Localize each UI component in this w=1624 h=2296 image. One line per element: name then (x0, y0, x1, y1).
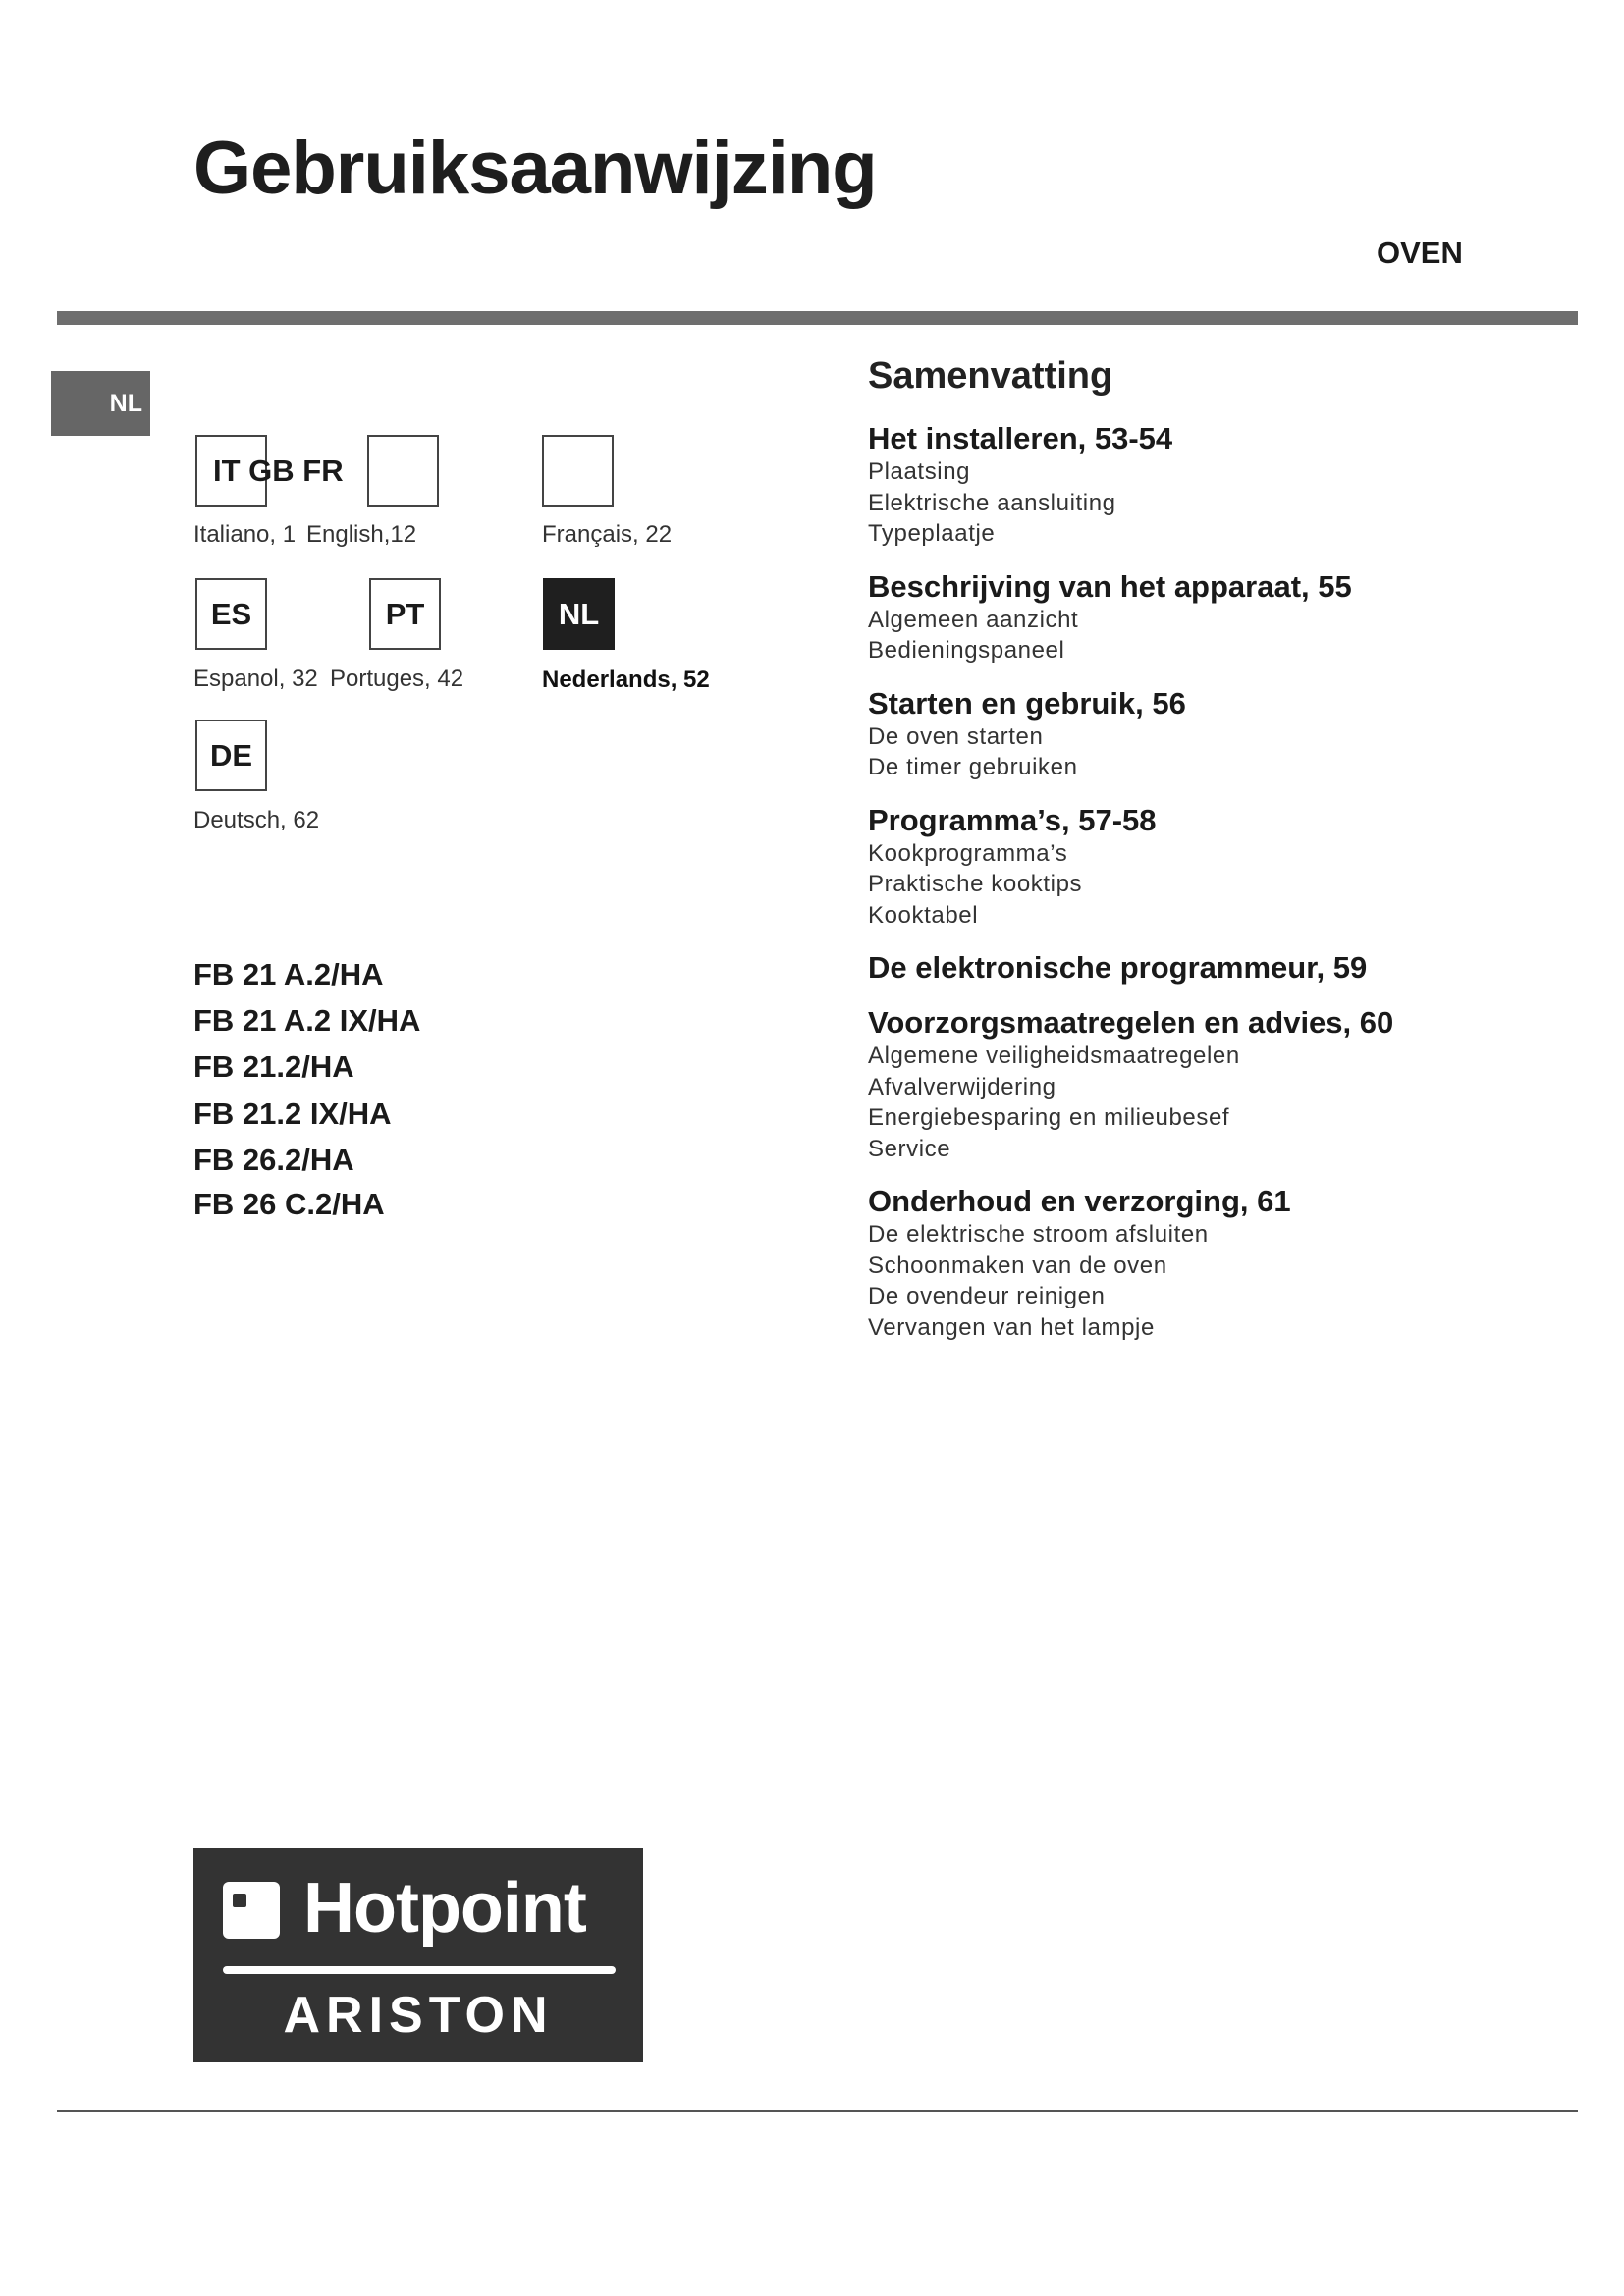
model-number: FB 26 C.2/HA (193, 1187, 385, 1221)
model-number: FB 21 A.2 IX/HA (193, 1003, 421, 1038)
toc-item: Algemene veiligheidsmaatregelen (868, 1042, 1240, 1069)
toc-item: Vervangen van het lampje (868, 1313, 1155, 1341)
toc-item: Schoonmaken van de oven (868, 1252, 1167, 1279)
toc-section-title: Het installeren, 53-54 (868, 421, 1173, 455)
toc-section-title: Onderhoud en verzorging, 61 (868, 1184, 1291, 1218)
lang-code-es: ES (210, 596, 252, 631)
product-label: OVEN (1377, 236, 1463, 270)
model-number: FB 26.2/HA (193, 1143, 354, 1177)
lang-label-deutsch: Deutsch, 62 (193, 807, 320, 833)
toc-item: Praktische kooktips (868, 871, 1083, 897)
logo-brand-bottom: ARISTON (283, 1987, 554, 2044)
lang-code-nl: NL (558, 596, 600, 631)
brand-logo (193, 1848, 643, 2062)
lang-box-nl (543, 578, 615, 650)
model-number: FB 21 A.2/HA (193, 957, 384, 991)
logo-brand-top: Hotpoint (303, 1869, 586, 1948)
toc-item: De elektrische stroom afsluiten (868, 1221, 1209, 1248)
lang-label-espanol: Espanol, 32 (193, 666, 318, 692)
toc-item: De oven starten (868, 722, 1044, 750)
toc-heading: Samenvatting (868, 355, 1113, 397)
toc-item: Typeplaatje (868, 520, 996, 547)
toc-section-title: Starten en gebruik, 56 (868, 685, 1186, 721)
toc-item: Algemeen aanzicht (868, 606, 1079, 633)
toc-section (868, 950, 1575, 986)
lang-code-pt: PT (385, 596, 425, 631)
lang-label-nederlands: Nederlands, 52 (542, 667, 710, 693)
toc-item: Service (868, 1135, 951, 1162)
toc-section (868, 803, 1575, 932)
language-tab-label: NL (109, 389, 142, 417)
toc-item: Kookprogramma’s (868, 839, 1068, 867)
logo-square-icon (223, 1882, 280, 1939)
toc-section-title: Programma’s, 57-58 (868, 802, 1157, 837)
toc-item: Bedieningspaneel (868, 637, 1065, 664)
lang-code-de: DE (209, 737, 253, 773)
lang-box-de (195, 720, 267, 791)
toc-item: Elektrische aansluiting (868, 489, 1116, 516)
table-of-contents (868, 355, 1575, 1362)
lang-box-pt (369, 578, 441, 650)
lang-box-fr (542, 435, 614, 507)
toc-item: Plaatsing (868, 458, 971, 485)
lang-box-gb (367, 435, 439, 507)
toc-section (868, 1184, 1575, 1343)
model-number: FB 21.2 IX/HA (193, 1096, 392, 1131)
lang-label-portuges: Portuges, 42 (330, 666, 464, 692)
lang-box-es (195, 578, 267, 650)
bottom-divider (57, 2110, 1578, 2112)
toc-section-title: Voorzorgsmaatregelen en advies, 60 (868, 1005, 1394, 1040)
toc-item: De ovendeur reinigen (868, 1283, 1106, 1309)
toc-item: Afvalverwijdering (868, 1073, 1056, 1100)
model-number: FB 21.2/HA (193, 1049, 354, 1084)
language-tab (51, 371, 150, 436)
toc-section (868, 686, 1575, 783)
toc-item: Kooktabel (868, 901, 979, 929)
lang-label-italiano: Italiano, 1 (193, 521, 297, 548)
toc-item: De timer gebruiken (868, 754, 1078, 780)
toc-section (868, 569, 1575, 667)
toc-section-title: Beschrijving van het apparaat, 55 (868, 568, 1352, 604)
lang-label-francais: Français, 22 (542, 521, 673, 548)
toc-section-title: De elektronische programmeur, 59 (868, 950, 1368, 985)
lang-codes-it-gb-fr: IT GB FR (213, 454, 344, 488)
toc-section (868, 421, 1575, 550)
toc-section (868, 1005, 1575, 1164)
toc-item: Energiebesparing en milieubesef (868, 1104, 1230, 1131)
top-divider (57, 311, 1578, 325)
logo-divider (223, 1966, 616, 1974)
page-title: Gebruiksaanwijzing (193, 127, 877, 210)
lang-label-english: English,12 (306, 521, 417, 548)
